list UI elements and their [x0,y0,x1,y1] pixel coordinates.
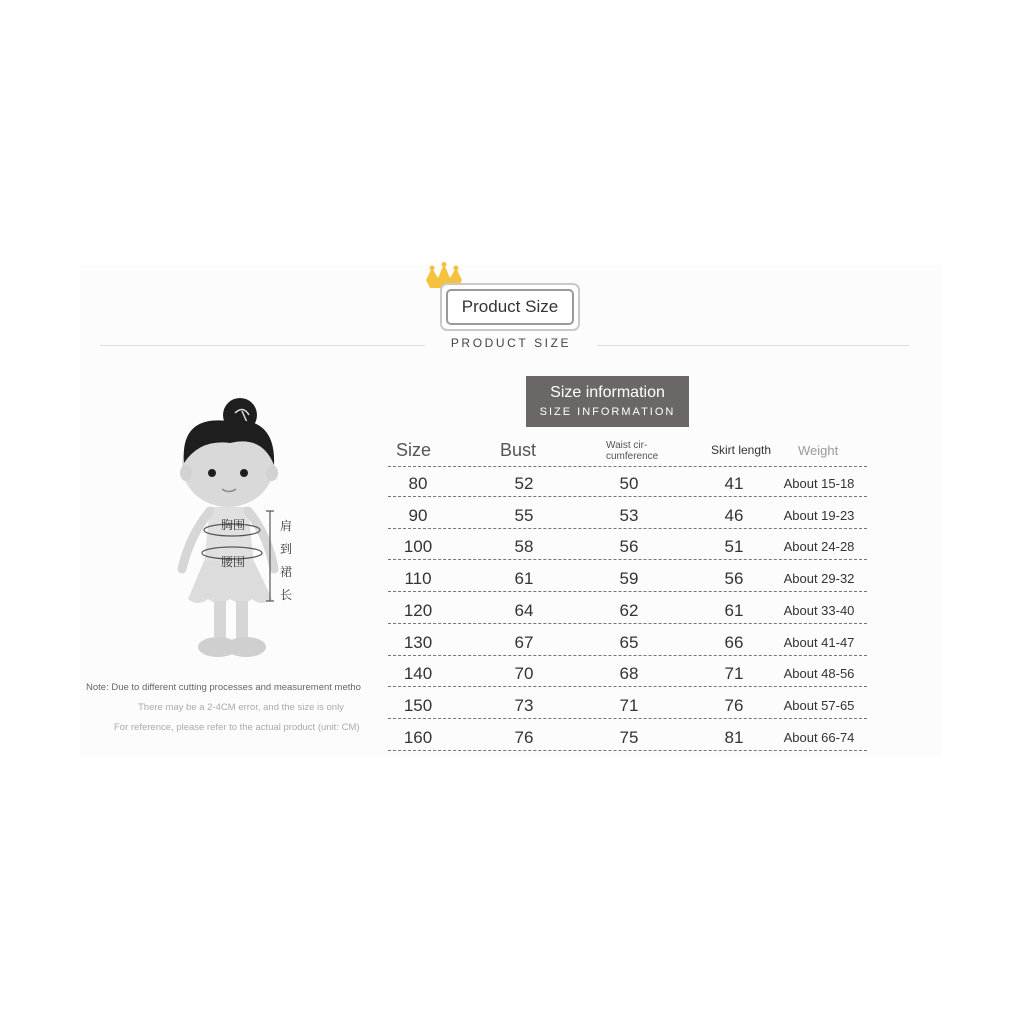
cell-size: 160 [403,727,433,747]
table-row [388,657,867,687]
cell-weight: About 41-47 [783,634,855,650]
cell-weight: About 29-32 [783,571,855,587]
table-row [388,689,867,719]
cell-bust: 70 [514,664,534,684]
cell-bust: 64 [514,600,534,620]
cell-waist: 53 [619,505,639,525]
cell-weight: About 33-40 [783,602,855,618]
size-information-banner [526,376,689,427]
cell-size: 150 [403,695,433,715]
table-row [388,467,867,497]
cell-bust: 67 [514,632,534,652]
header-bust: Bust [500,440,537,460]
cell-waist: 62 [619,600,639,620]
divider-right [597,345,909,346]
cell-skirt: 56 [724,569,744,589]
waist-label: 腰围 [221,555,246,569]
table-row [388,594,867,624]
cell-weight: About 48-56 [783,666,855,682]
header-skirt-length: Skirt length [711,443,772,457]
page-subtitle: PRODUCT SIZE [450,336,572,350]
cell-weight: About 19-23 [783,507,855,523]
cell-skirt: 76 [724,695,744,715]
divider-left [100,345,425,346]
cell-size: 100 [403,537,433,557]
size-information-subtitle: SIZE INFORMATION [539,406,676,418]
cell-skirt: 81 [724,727,744,747]
note-line-1: Note: Due to different cutting processes and measurement metho [86,682,361,693]
cell-size: 130 [403,632,433,652]
header-waist-line2: cumference [606,451,659,462]
cell-skirt: 41 [724,474,744,493]
cell-bust: 58 [514,537,534,557]
cell-waist: 68 [619,664,639,684]
table-header-divider [388,437,867,467]
shoulder-char-2: 到 [280,542,293,556]
cell-waist: 56 [619,537,639,557]
table-row [388,721,867,751]
cell-waist: 71 [619,695,639,715]
table-row [388,626,867,656]
cell-size: 140 [403,664,433,684]
cell-weight: About 66-74 [783,729,855,745]
bust-label: 胸围 [221,518,246,532]
cell-waist: 65 [619,632,639,652]
cell-skirt: 51 [724,537,744,557]
cell-skirt: 61 [724,600,744,620]
cell-weight: About 57-65 [783,697,855,713]
size-information-title: Size information [550,384,665,401]
cell-weight: About 24-28 [783,539,855,555]
cell-waist: 59 [619,569,639,589]
page-title: Product Size [446,289,574,325]
table-row [388,530,867,560]
product-size-title-box [440,283,580,331]
shoulder-char-1: 肩 [280,519,293,533]
table-row [388,499,867,529]
header-size: Size [396,440,432,460]
cell-bust: 73 [514,695,534,715]
shoulder-char-3: 裙 [280,565,293,579]
shoulder-char-4: 长 [280,588,293,602]
cell-waist: 75 [619,727,639,747]
cell-size: 110 [404,569,432,589]
cell-bust: 52 [514,474,534,493]
note-line-3: For reference, please refer to the actual product (unit: CM) [114,722,360,733]
header-weight: Weight [798,443,839,458]
cell-skirt: 46 [724,505,744,525]
cell-weight: About 15-18 [783,476,855,491]
cell-bust: 55 [514,505,534,525]
cell-size: 90 [408,505,428,525]
cell-bust: 76 [514,727,534,747]
cell-skirt: 71 [724,664,744,684]
cell-size: 80 [408,474,428,493]
note-line-2: There may be a 2-4CM error, and the size is only [138,702,344,713]
cell-bust: 61 [514,569,534,589]
table-row [388,562,867,592]
cell-size: 120 [403,600,433,620]
cell-skirt: 66 [724,632,744,652]
cell-waist: 50 [619,474,639,493]
header-waist-line1: Waist cir- [606,440,648,451]
